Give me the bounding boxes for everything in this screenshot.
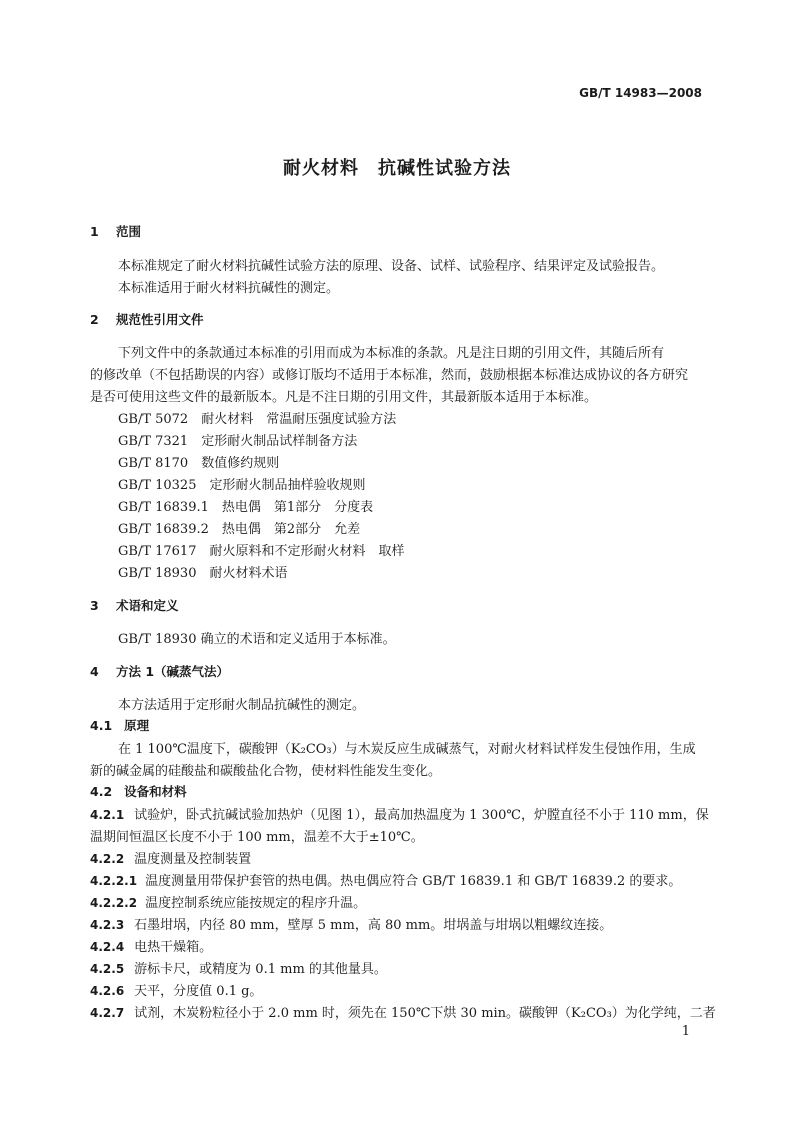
paragraph-line: 是否可使用这些文件的最新版本。凡是不注日期的引用文件，其最新版本适用于本标准。 [90,390,598,405]
clause-number: 4.2.2 [90,852,125,866]
section-4-heading [90,662,229,680]
clause-text: 试验炉，卧式抗碱试验加热炉（见图 1），最高加热温度为 1 300℃，炉膛直径不小于 110 mm，保 [134,808,709,823]
clause-text: 石墨坩埚，内径 80 mm，壁厚 5 mm，高 80 mm。坩埚盖与坩埚以粗螺纹连接。 [134,918,613,933]
reference-item: GB/T 7321 定形耐火制品试样制备方法 [118,434,358,449]
reference-item: GB/T 5072 耐火材料 常温耐压强度试验方法 [118,412,397,427]
clause-4-2-6 [90,980,262,999]
clause-4-2-2-2 [90,892,366,911]
clause-text: 温度控制系统应能按规定的程序升温。 [145,896,367,911]
reference-item: GB/T 10325 定形耐火制品抽样验收规则 [118,478,366,493]
page-title: 耐火材料 抗碱性试验方法 [283,158,511,179]
section-title: 方法 1（碱蒸气法） [116,664,230,679]
subsection-title: 原理 [124,718,150,733]
reference-item: GB/T 18930 耐火材料术语 [118,566,288,581]
clause-number: 4.2.5 [90,962,125,976]
clause-4-2-7 [90,1002,716,1021]
section-1-heading [90,222,141,240]
subsection-4-1-heading [90,716,149,734]
clause-text: 电热干燥箱。 [134,940,213,955]
paragraph-line: 的修改单（不包括勘误的内容）或修订版均不适用于本标准，然而，鼓励根据本标准达成协议的各方研究 [90,368,689,383]
paragraph: GB/T 18930 确立的术语和定义适用于本标准。 [118,632,396,647]
clause-number: 4.2.2.2 [90,896,138,910]
reference-item: GB/T 16839.1 热电偶 第1部分 分度表 [118,500,374,515]
subsection-number: 4.2 [90,784,113,799]
section-number: 2 [90,312,99,327]
clause-4-2-5 [90,958,387,977]
paragraph-line: 在 1 100℃温度下，碳酸钾（K₂CO₃）与木炭反应生成碱蒸气，对耐火材料试样发生侵蚀作用，生成 [118,742,696,757]
clause-text: 温度测量及控制装置 [134,852,252,867]
reference-item: GB/T 17617 耐火原料和不定形耐火材料 取样 [118,544,405,559]
section-title: 术语和定义 [116,598,179,613]
clause-text: 天平，分度值 0.1 g。 [134,984,263,999]
clause-text: 温度测量用带保护套管的热电偶。热电偶应符合 GB/T 16839.1 和 GB/T 16839.2 的要求。 [145,874,682,889]
clause-number: 4.2.3 [90,918,125,932]
paragraph-line: 温期间恒温区长度不小于 100 mm，温差不大于±10℃。 [90,830,424,845]
clause-4-2-3 [90,914,612,933]
paragraph: 本标准规定了耐火材料抗碱性试验方法的原理、设备、试样、试验程序、结果评定及试验报告。 [118,259,665,274]
clause-number: 4.2.2.1 [90,874,138,888]
clause-number: 4.2.7 [90,1006,125,1020]
section-number: 4 [90,664,99,679]
paragraph-line: 下列文件中的条款通过本标准的引用而成为本标准的条款。凡是注日期的引用文件，其随后所有 [118,346,665,361]
section-number: 1 [90,224,99,239]
reference-item: GB/T 16839.2 热电偶 第2部分 允差 [118,522,361,537]
paragraph: 本标准适用于耐火材料抗碱性的测定。 [118,281,340,296]
section-2-heading [90,310,204,328]
clause-number: 4.2.1 [90,808,125,822]
clause-number: 4.2.4 [90,940,125,954]
clause-number: 4.2.6 [90,984,125,998]
clause-4-2-4 [90,936,212,955]
subsection-number: 4.1 [90,718,113,733]
clause-text: 试剂，木炭粉粒径小于 2.0 mm 时，须先在 150℃下烘 30 min。碳酸钾（K₂CO₃）为化学纯，二者 [134,1006,716,1021]
clause-4-2-1 [90,804,709,823]
paragraph-line: 新的碱金属的硅酸盐和碳酸盐化合物，使材料性能发生变化。 [90,764,442,779]
paragraph: 本方法适用于定形耐火制品抗碱性的测定。 [118,698,366,713]
clause-text: 游标卡尺，或精度为 0.1 mm 的其他量具。 [134,962,387,977]
section-title: 范围 [116,224,142,239]
clause-4-2-2 [90,848,251,867]
section-3-heading [90,596,179,614]
standard-number: GB/T 14983—2008 [579,86,702,100]
clause-4-2-2-1 [90,870,681,889]
section-number: 3 [90,598,99,613]
subsection-title: 设备和材料 [124,784,187,799]
section-title: 规范性引用文件 [116,312,204,327]
page-number: 1 [681,1024,690,1039]
reference-item: GB/T 8170 数值修约规则 [118,456,280,471]
subsection-4-2-heading [90,782,187,800]
